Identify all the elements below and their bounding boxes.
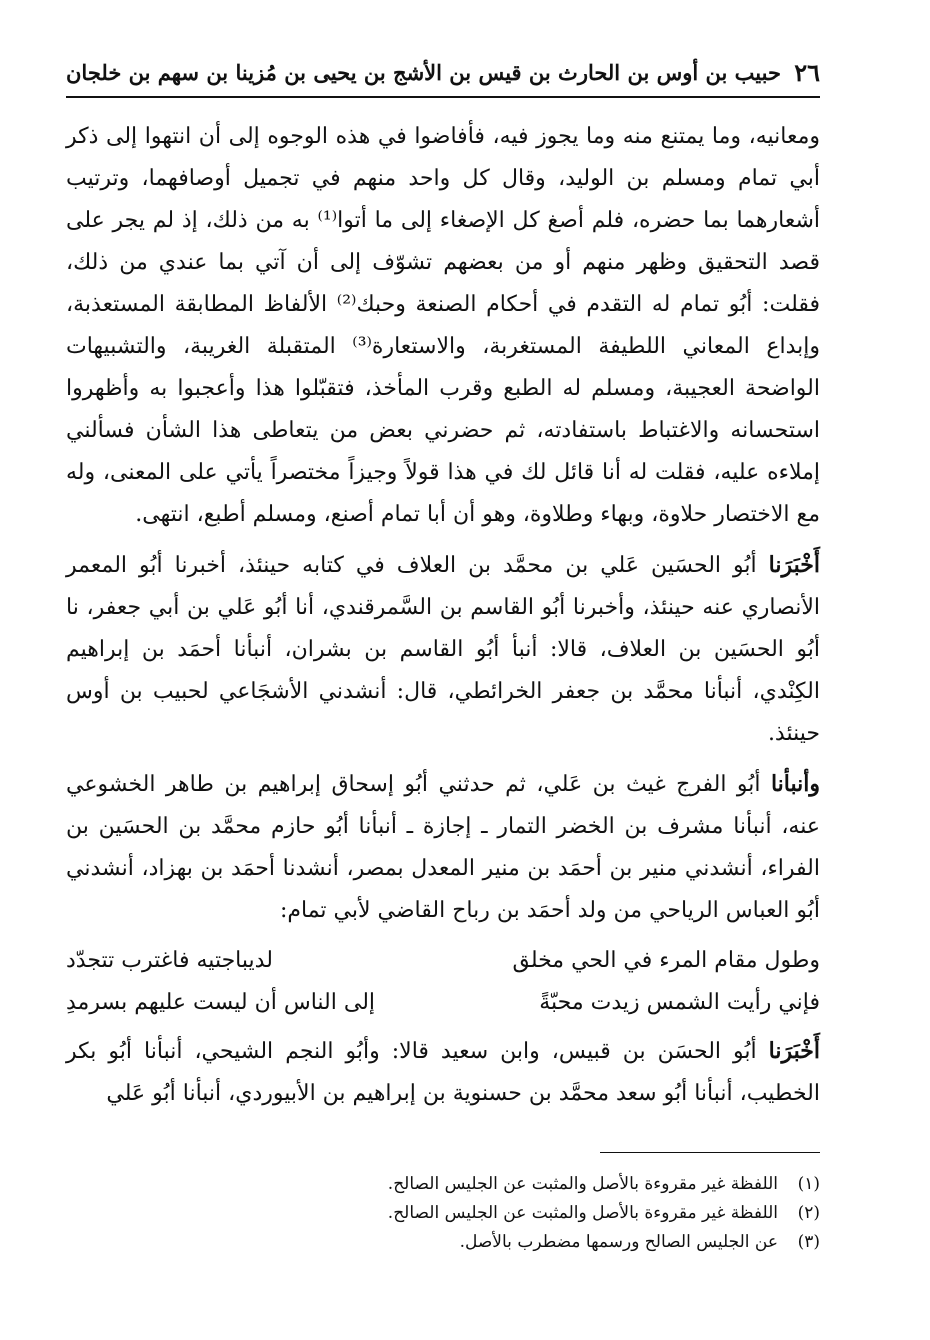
footnote-text: اللفظة غير مقروءة بالأصل والمثبت عن الجليس الصالح.: [387, 1203, 778, 1223]
header-rule: [66, 96, 820, 98]
main-text: [66, 116, 820, 1115]
footnote-text: عن الجليس الصالح ورسمها مضطرب بالأصل.: [459, 1232, 778, 1252]
verse-line: [66, 940, 820, 982]
paragraph-2-lead-word: أَخْبَرَنا: [768, 552, 820, 578]
verse-2-second-hemistich: إلى الناس أن ليست عليهم بسرمدِ: [66, 990, 376, 1015]
verse-line: [66, 982, 820, 1024]
paragraph-4-text: أبُو الحسَن بن قبيس، وابن سعيد قالا: وأبُو النجم الشيحي، أنبأنا أبُو بكر الخطيب، أنبأنا أبُو سعد محمَّد بن حسنوية بن إبراهيم بن الأبيوردي، أنبأنا أبُو عَلي: [66, 1039, 820, 1106]
footnote-number: (٢): [797, 1203, 820, 1223]
paragraph-2: [66, 544, 820, 755]
running-title: حبيب بن أوس بن الحارث بن قيس بن الأشج بن يحيى بن مُزينا بن سهم بن خلجان: [66, 60, 781, 85]
footnotes: [66, 1170, 820, 1257]
paragraph-3: [66, 763, 820, 932]
paragraph-3-lead-word: وأنبأنا: [770, 771, 820, 797]
paragraph-2-text: أبُو الحسَين عَلي بن محمَّد بن العلاف في كتابه حينئذ، أخبرنا أبُو المعمر الأنصاري عنه حينئذ، وأخبرنا أبُو القاسم بن السَّمرقندي، أنا أبُو عَلي بن أبي جعفر، نا أبُو الحسَين بن العلاف، قالا: أنبأ أبُو القاسم بن بشران، أنبأنا أحمَد بن إبراهيم الكِنْدي، أنبأنا محمَّد بن جعفر الخرائطي، قال: أنشدني الأشجَاعي لحبيب بن أوس حينئذ.: [66, 553, 820, 746]
footnote-number: (٣): [797, 1232, 820, 1252]
footnote-separator: [600, 1152, 820, 1153]
verse-1-first-hemistich: وطول مقام المرء في الحي مخلق: [512, 948, 820, 973]
paragraph-1: [66, 116, 820, 536]
paragraph-4: [66, 1030, 820, 1115]
paragraph-1-text: ومعانيه، وما يمتنع منه وما يجوز فيه، فأفاضوا في هذه الوجوه إلى أن انتهوا إلى ذكر أبي تمام ومسلم بن الوليد، وقال كل واحد منهم في تجميل أوصافهما، وترتيب أشعارهما بما حضره، فلم أصغ كل الإصغاء إلى ما أتوا⁽¹⁾ به من ذلك، إذ لم يجر على قصد التحقيق وظهر منهم أو من بعضهم تشوّف إلى أن آتي بما عندي من ذلك، فقلت: أبُو تمام له التقدم في أحكام الصنعة وحبك⁽²⁾ الألفاظ المطابقة المستعذبة، وإبداع المعاني اللطيفة المستغربة، والاستعارة⁽³⁾ المتقبلة الغريبة، والتشبيهات الواضحة العجيبة، ومسلم له الطبع وقرب المأخذ، فتقبّلوا هذا وأعجبوا به وأظهروا استحسانه والاغتباط باستفادته، ثم حضرني بعض من يتعاطى هذا الشأن فسألني إملاءه عليه، فقلت له أنا قائل لك في هذا قولاً وجيزاً مختصراً يأتي على المعنى، وله مع الاختصار حلاوة، وبهاء وطلاوة، وهو أن أبا تمام أصنع، ومسلم أطبع، انتهى.: [66, 124, 820, 527]
footnote-text: اللفظة غير مقروءة بالأصل والمثبت عن الجليس الصالح.: [387, 1174, 778, 1194]
page-header: [66, 52, 820, 92]
verse-2-first-hemistich: فإني رأيت الشمس زيدت محبّةً: [539, 990, 820, 1015]
footnote-number: (١): [797, 1174, 820, 1194]
paragraph-4-lead-word: أَخْبَرَنا: [768, 1038, 820, 1064]
page-number: ٢٦: [794, 58, 820, 87]
poem: [66, 940, 820, 1024]
footnote: [66, 1199, 820, 1228]
footnote: [66, 1170, 820, 1199]
paragraph-3-text: أبُو الفرج غيث بن عَلي، ثم حدثني أبُو إسحاق إبراهيم بن طاهر الخشوعي عنه، أنبأنا مشرف بن الخضر التمار ـ إجازة ـ أنبأنا أبُو حازم محمَّد بن الحسَين بن الفراء، أنشدني منير بن أحمَد بن منير المعدل بمصر، أنشدنا أحمَد بن بهزاد، أنشدني أبُو العباس الرياحي من ولد أحمَد بن رباح القاضي لأبي تمام:: [66, 772, 820, 923]
verse-1-second-hemistich: لديباجتيه فاغترب تتجدّد: [66, 948, 273, 973]
footnote: [66, 1228, 820, 1257]
